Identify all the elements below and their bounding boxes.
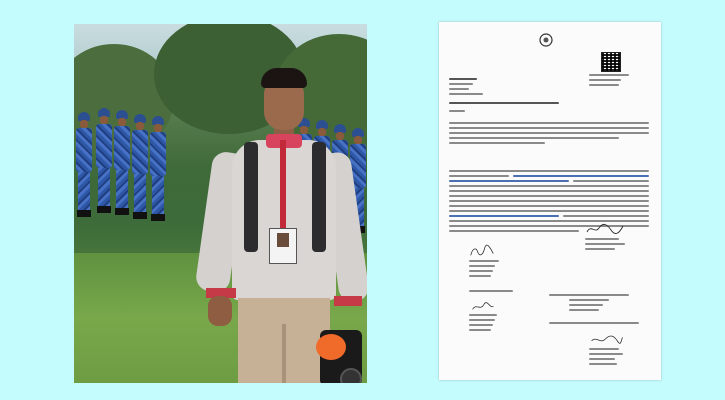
body-text-line — [449, 210, 649, 212]
signatory-line — [469, 275, 491, 277]
addressee-line — [449, 78, 477, 80]
qr-code-icon — [601, 52, 621, 72]
backpack-strap — [312, 142, 326, 252]
subject-line — [449, 102, 559, 104]
body-text-line — [449, 122, 649, 124]
signatory-line — [469, 329, 491, 331]
backpack-strap — [244, 142, 258, 252]
body-text-line — [449, 195, 649, 197]
body-text-line — [449, 137, 619, 139]
reporter-photo — [74, 24, 367, 383]
body-text-line — [573, 180, 649, 182]
signatory-line — [589, 348, 619, 350]
body-text-line — [449, 142, 545, 144]
signatory-line — [469, 319, 495, 321]
soldier — [132, 114, 148, 219]
addressee-line — [449, 93, 483, 95]
soldier — [76, 112, 92, 217]
left-hand — [208, 296, 232, 326]
body-text-line — [449, 132, 649, 134]
signatory-line — [469, 314, 497, 316]
signatory-line — [585, 238, 619, 240]
signatory-line — [469, 290, 513, 292]
lanyard — [280, 140, 286, 230]
signatory-line — [469, 324, 493, 326]
signature-mark — [471, 300, 495, 314]
signatory-line — [585, 248, 615, 250]
signatory-line — [469, 270, 493, 272]
distribution-line — [569, 309, 599, 311]
body-text-line — [449, 170, 649, 172]
reporter-figure — [194, 68, 364, 383]
salutation-line — [449, 110, 465, 112]
official-letter — [439, 22, 661, 380]
soldier — [114, 110, 130, 215]
ref-line — [589, 79, 621, 81]
distribution-line — [549, 294, 629, 296]
signature-mark — [585, 222, 625, 236]
distribution-line — [569, 299, 609, 301]
soldier — [96, 108, 112, 213]
addressee-line — [449, 88, 469, 90]
government-emblem-icon — [539, 32, 553, 48]
addressee-line — [449, 83, 473, 85]
signatory-line — [585, 243, 625, 245]
facebook-link-text — [449, 180, 569, 182]
press-id-card — [269, 228, 297, 264]
signatory-line — [469, 265, 495, 267]
soldier — [150, 116, 166, 221]
body-text-line — [449, 200, 649, 202]
microphone-icon — [316, 334, 346, 360]
sleeve-cuff — [334, 296, 362, 306]
body-text-line — [449, 127, 649, 129]
distribution-line — [549, 322, 639, 324]
ref-line — [589, 84, 619, 86]
camera-lens — [340, 368, 362, 383]
ref-line — [589, 74, 629, 76]
facebook-link-text — [449, 215, 559, 217]
body-text-line — [449, 190, 649, 192]
trousers-seam — [282, 324, 286, 383]
signatory-line — [589, 353, 623, 355]
signature-mark — [469, 244, 495, 258]
signatory-line — [589, 358, 615, 360]
body-text-line — [449, 205, 649, 207]
body-text-line — [449, 175, 509, 177]
facebook-link-text — [513, 175, 649, 177]
body-text-line — [563, 215, 649, 217]
distribution-line — [569, 304, 603, 306]
hair — [261, 68, 307, 88]
body-text-line — [449, 230, 579, 232]
body-text-line — [449, 185, 649, 187]
signature-mark — [589, 334, 625, 346]
signatory-line — [589, 363, 617, 365]
signatory-line — [469, 260, 499, 262]
